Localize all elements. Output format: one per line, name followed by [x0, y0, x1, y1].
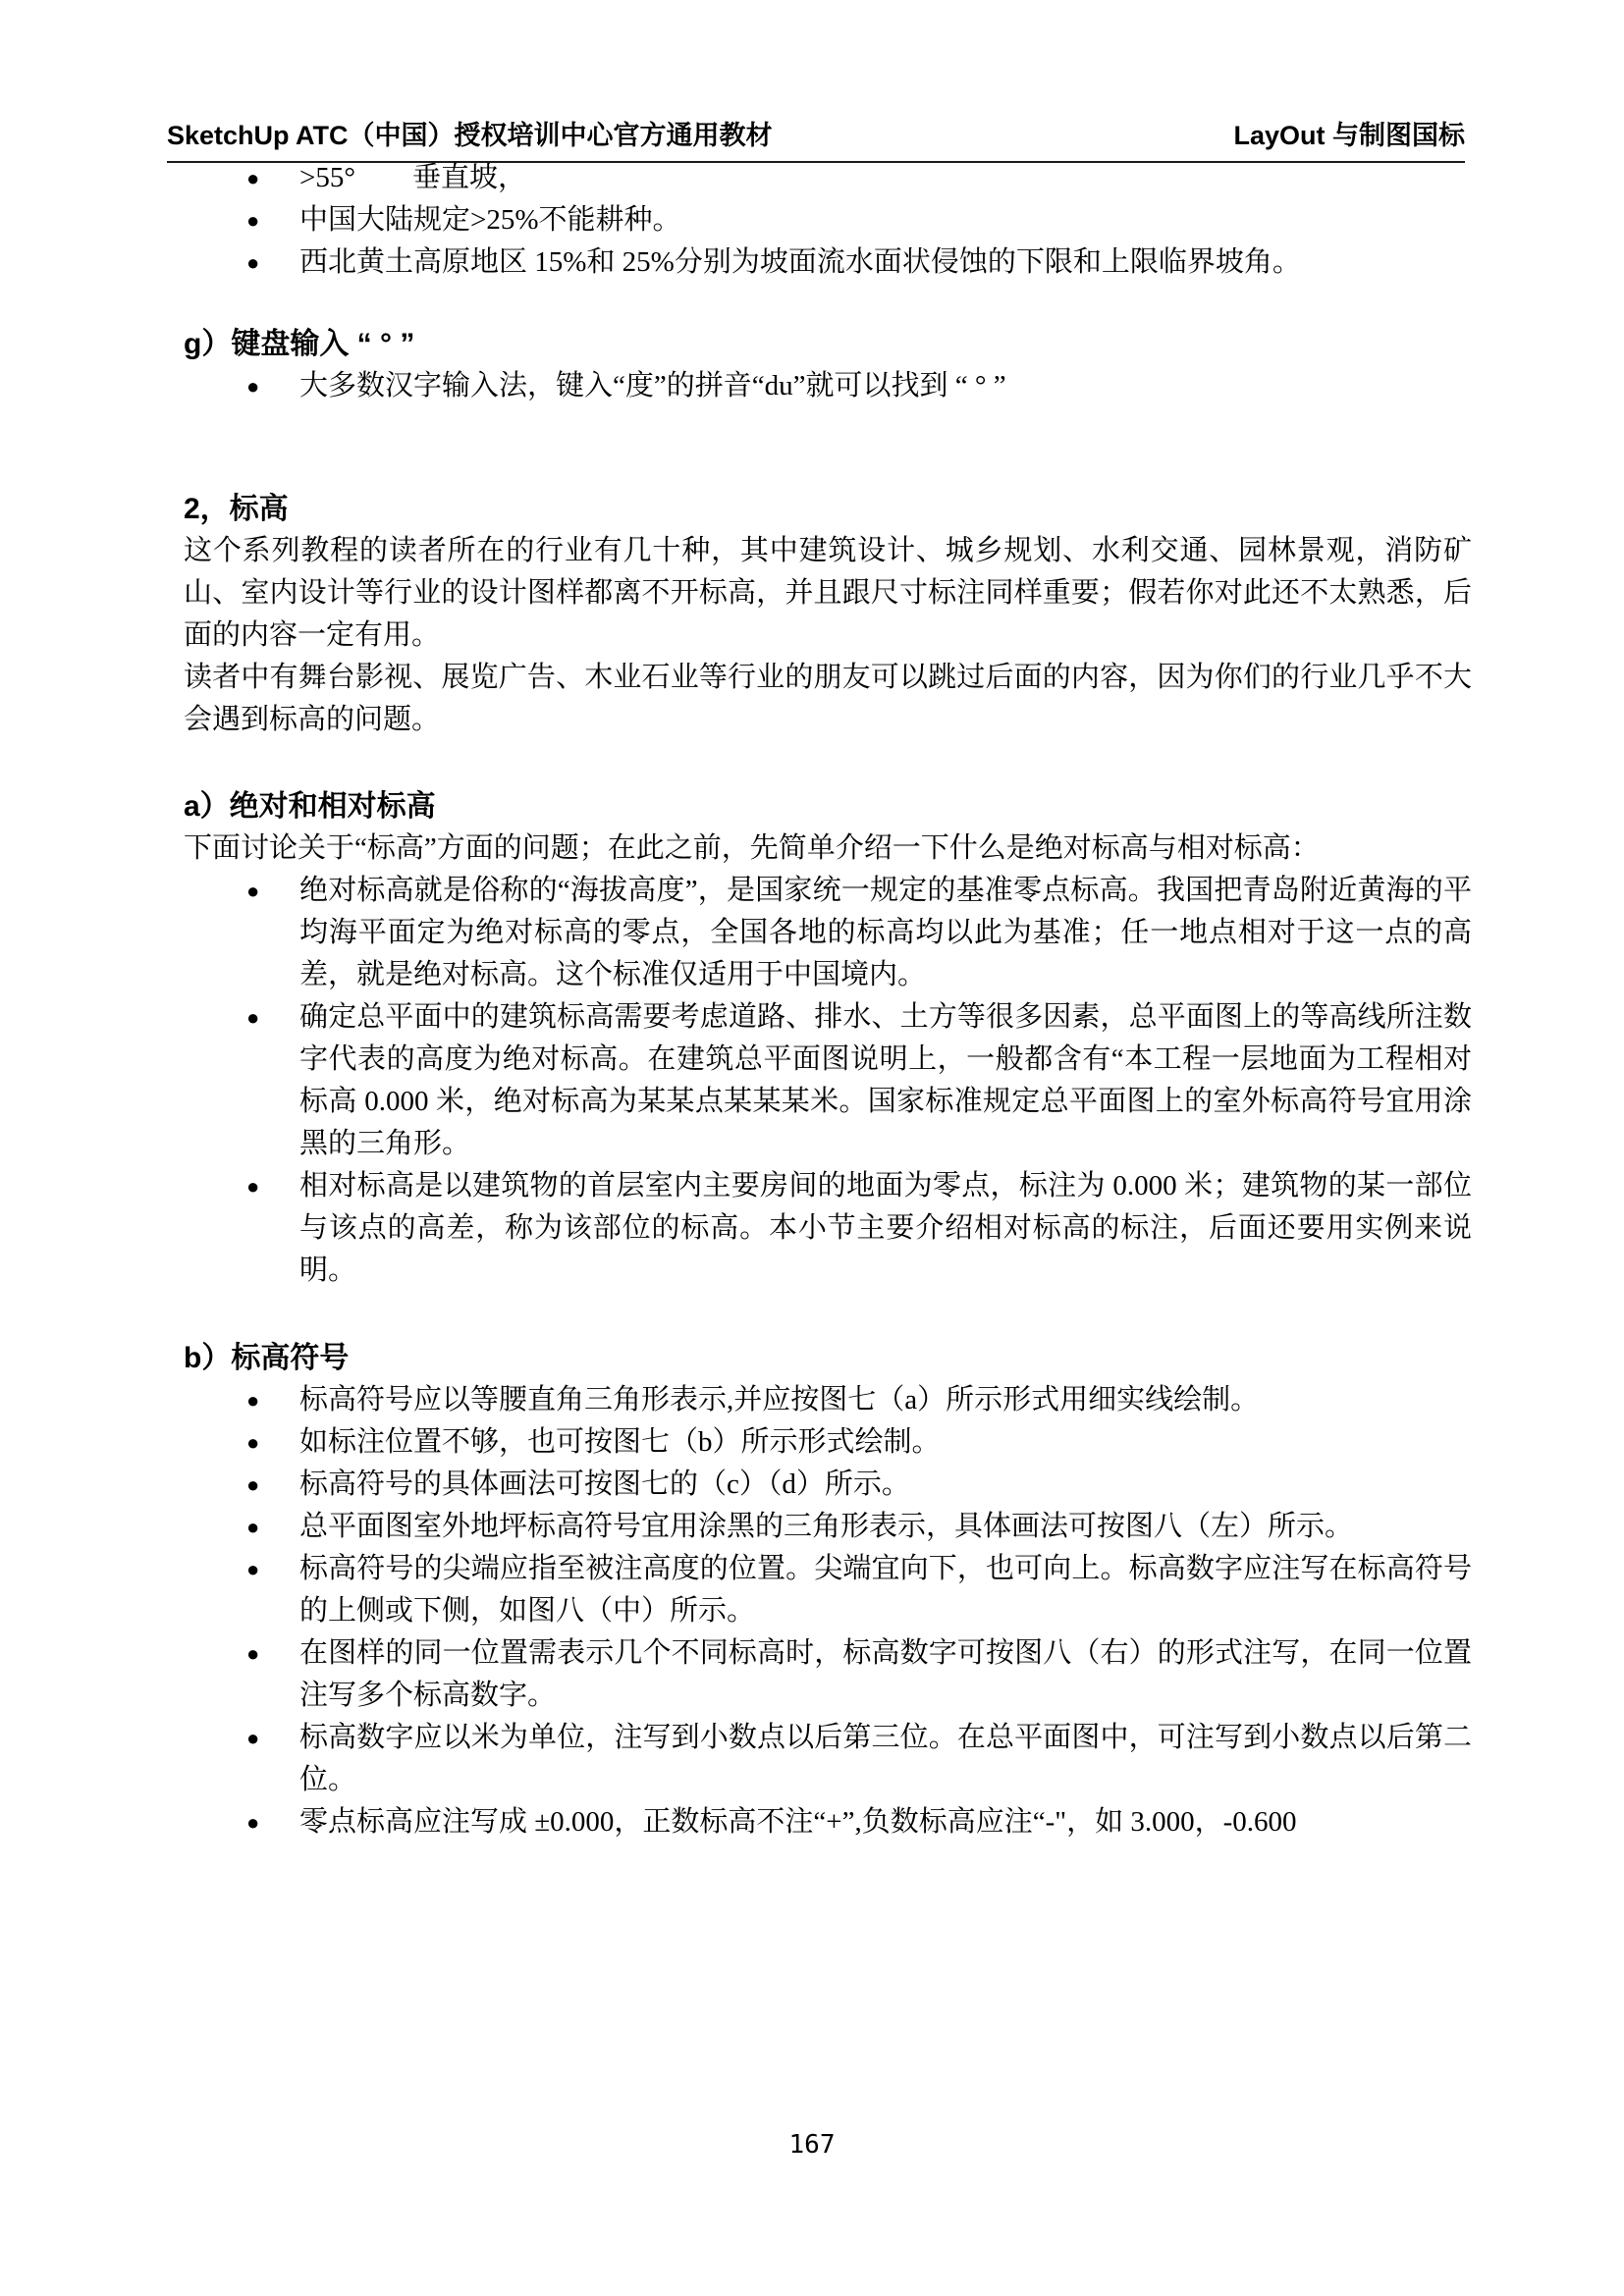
- section-b-bullet-list: [184, 1379, 1472, 1843]
- list-item-text: 标高符号的尖端应指至被注高度的位置。尖端宜向下，也可向上。标高数字应注写在标高符号的上侧或下侧，如图八（中）所示。: [299, 1553, 1472, 1627]
- list-item: [184, 1421, 1472, 1464]
- section-a-heading: a）绝对和相对标高: [184, 790, 436, 823]
- bullet-icon: ●: [246, 1726, 260, 1750]
- list-item: [184, 1801, 1472, 1843]
- list-item-text: 总平面图室外地坪标高符号宜用涂黑的三角形表示，具体画法可按图八（左）所示。: [299, 1511, 1354, 1542]
- page-content: [184, 157, 1472, 1843]
- list-item: [184, 1717, 1472, 1801]
- section-g-heading: g）键盘输入 “ ° ”: [184, 328, 415, 360]
- list-item-text: 零点标高应注写成 ±0.000，正数标高不注“+”,负数标高应注“-"，如 3.000，-0.600: [299, 1806, 1297, 1838]
- list-item: [184, 1548, 1472, 1632]
- list-item: [184, 1464, 1472, 1506]
- bullet-icon: ●: [246, 1430, 260, 1455]
- section-a-intro: 下面讨论关于“标高”方面的问题；在此之前，先简单介绍一下什么是绝对标高与相对标高：: [184, 832, 1320, 864]
- list-item: [184, 996, 1472, 1165]
- section-b-heading: b）标高符号: [184, 1342, 350, 1374]
- header-title-right: LayOut 与制图国标: [1233, 121, 1465, 150]
- bullet-icon: ●: [246, 1641, 260, 1666]
- list-item: [184, 199, 1472, 241]
- list-item-text: 标高符号应以等腰直角三角形表示,并应按图七（a）所示形式用细实线绘制。: [299, 1384, 1260, 1415]
- section-2-paragraph-1: 这个系列教程的读者所在的行业有几十种，其中建筑设计、城乡规划、水利交通、园林景观，消防矿山、室内设计等行业的设计图样都离不开标高，并且跟尺寸标注同样重要；假若你对此还不太熟悉，后面的内容一定有用。: [184, 535, 1472, 651]
- list-item-text: 确定总平面中的建筑标高需要考虑道路、排水、土方等很多因素，总平面图上的等高线所注数字代表的高度为绝对标高。在建筑总平面图说明上，一般都含有“本工程一层地面为工程相对标高 0.000 米，绝对标高为某某点某某某米。国家标准规定总平面图上的室外标高符号宜用涂黑的三角形。: [299, 1001, 1472, 1159]
- bullet-icon: ●: [246, 1810, 260, 1835]
- bullet-icon: ●: [246, 1388, 260, 1413]
- list-item: [184, 1165, 1472, 1292]
- list-item-text: 绝对标高就是俗称的“海拔高度”，是国家统一规定的基准零点标高。我国把青岛附近黄海的平均海平面定为绝对标高的零点，全国各地的标高均以此为基准；任一地点相对于这一点的高差，就是绝对标高。这个标准仅适用于中国境内。: [299, 875, 1472, 990]
- bullet-icon: ●: [246, 1515, 260, 1539]
- section-2-heading: 2，标高: [184, 493, 289, 525]
- bullet-icon: ●: [246, 374, 260, 399]
- list-item: [184, 1379, 1472, 1421]
- page-header: [167, 114, 1465, 163]
- section-a-bullet-list: [184, 870, 1472, 1292]
- list-item-text: 中国大陆规定>25%不能耕种。: [299, 204, 681, 236]
- list-item-text: >55° 垂直坡，: [299, 162, 526, 193]
- header-title-left: SketchUp ATC（中国）授权培训中心官方通用教材: [167, 121, 773, 150]
- bullet-icon: ●: [246, 208, 260, 233]
- slope-bullet-list: [184, 157, 1472, 284]
- list-item-text: 标高数字应以米为单位，注写到小数点以后第三位。在总平面图中，可注写到小数点以后第二位。: [299, 1722, 1472, 1795]
- bullet-icon: ●: [246, 1557, 260, 1581]
- list-item-text: 相对标高是以建筑物的首层室内主要房间的地面为零点，标注为 0.000 米；建筑物的某一部位与该点的高差，称为该部位的标高。本小节主要介绍相对标高的标注，后面还要用实例来说明。: [299, 1170, 1472, 1286]
- section-2-paragraph-2: 读者中有舞台影视、展览广告、木业石业等行业的朋友可以跳过后面的内容，因为你们的行业几乎不大会遇到标高的问题。: [184, 662, 1472, 735]
- bullet-icon: ●: [246, 250, 260, 275]
- list-item-text: 西北黄土高原地区 15%和 25%分别为坡面流水面状侵蚀的下限和上限临界坡角。: [299, 246, 1301, 278]
- list-item: [184, 241, 1472, 284]
- list-item: [184, 1632, 1472, 1717]
- list-item-text: 在图样的同一位置需表示几个不同标高时，标高数字可按图八（右）的形式注写，在同一位置注写多个标高数字。: [299, 1637, 1472, 1711]
- bullet-icon: ●: [246, 1174, 260, 1199]
- page-number: 167: [788, 2130, 836, 2160]
- bullet-icon: ●: [246, 1005, 260, 1030]
- list-item-text: 如标注位置不够，也可按图七（b）所示形式绘制。: [299, 1426, 941, 1458]
- list-item: [184, 365, 1472, 407]
- list-item-text: 标高符号的具体画法可按图七的（c）（d）所示。: [299, 1468, 910, 1500]
- list-item: [184, 157, 1472, 199]
- bullet-icon: ●: [246, 166, 260, 190]
- section-g-bullet-list: [184, 365, 1472, 407]
- bullet-icon: ●: [246, 1472, 260, 1497]
- list-item-text: 大多数汉字输入法，键入“度”的拼音“du”就可以找到 “ ° ”: [299, 370, 1006, 401]
- list-item: [184, 1506, 1472, 1548]
- list-item: [184, 870, 1472, 996]
- bullet-icon: ●: [246, 879, 260, 903]
